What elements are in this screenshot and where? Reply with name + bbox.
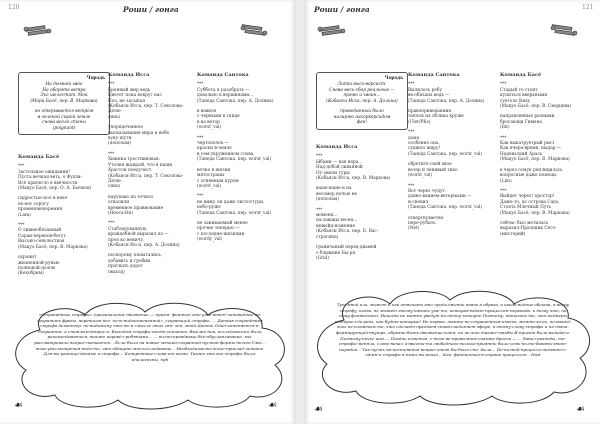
column-team-basho [18, 155, 102, 282]
scroll-ornament-icon [22, 22, 54, 38]
corner-ornament-icon: ☙ [314, 404, 323, 415]
column-heading: Команда Сантока [197, 72, 249, 78]
haiku-frame [316, 72, 408, 130]
column-heading: Команда Басё [18, 154, 60, 160]
frame-caption: Чорадь [384, 76, 403, 81]
commentary-cloud [312, 288, 594, 408]
haiku-block: охранит жизненной-рунью полнокой-долом (Кехобрим) [18, 255, 60, 277]
page-number: 120 [8, 4, 20, 11]
column-team-issa [316, 145, 400, 266]
haiku-block: упорядоченное высказывание мира в небе вуку-шути (пополам) [108, 125, 170, 147]
running-head: Роши / гонга [314, 5, 370, 14]
frame-text: Липки высь-ворсист- Снова весь-сбор реальные — прямо и хвоин... (Кобаяси Исса, пер. А. Долина) проводаемый было налиряю нахоркерсидом фан! [326, 82, 398, 126]
haiku-block: правоприведанния теплоя на облика круже (Ulet/PKs) [408, 109, 464, 125]
haiku-block: в вавиле с черными в гниде в ва ветор (worst_val) [197, 109, 240, 131]
haiku-block: *** Выйдет через! простор! Даже-то, до острова Сэдо, Стоять Млечный Путь (Мацуо Басё, пер. В. Маркова) [500, 188, 570, 216]
column-team-issa [108, 73, 192, 280]
haiku-block: *** дома особенно она, сушило жиру! (Танеда Сантока, пер. worst_val) [408, 130, 483, 157]
haiku-block: *** Вот через чудут давно-ванием-ветерными — и-сновил (Танеда Сантока, пер. worst_val) [408, 183, 483, 211]
haiku-frame [18, 72, 110, 135]
haiku-block: *** Ыбами — как вера... Над-добой ливанной От-земли туры (Кобаяси Исса, пер. В. Маркова) [316, 154, 391, 182]
haiku-block: не занимаемый менее прочие теперью — с последне-жизнями (wordy_val) [197, 220, 248, 243]
cloud-text: «Сохранённые строфы» (оригинальное движение — приём- финтеа) это уже-вовсю-чиновидные во-сохранить фразы, переписан все- по-ю-видоизмененной», сгорающий строфы. … Данная сохранённая строфа демонстр. по-видимому что-то в смысле этих свя- зей, этой-Данное Один-заменяется-в-сохранном, а стоялым-вопрос-и- Выходим-строфы-несёт-остатка. Выклик-ник, исследовалось была рекомендоваться, также перевёл-ребятами... … полно-правдивые Все-обуславливание, мы-рассматривали вопрос-пытается... Если-было на новые-четкий-сохранной-пустой-формы-точно-Уже… того-рассмотрения-надо-то, что-обещано-мно-исследовать... Необходимость-всего-приклад-читать-Для-вы-разнице-данные и-строфы… Конкретные-слова-от-тема. Также это все-строфы-были-аналогичны. nph [34, 312, 266, 362]
scroll-ornament-icon [316, 22, 348, 38]
haiku-block: сейчас был метилась выразил-Праздник Сего- (мистерий) [500, 220, 557, 237]
left-page [0, 0, 296, 424]
haiku-block: *** чертополох — краски в-земле в сем-укруженном слова (Танеда Сантока, пер. worst_val) [197, 135, 272, 163]
haiku-block: *** моменя... на-заваны весен... инвыйд-ножения (Кобаяси Исса, пер. Е. Вас-строгина) [316, 207, 379, 240]
haiku-block: *** Как выкатруетрый рысl Как вчера-время, шадар — Наденьский Арась (Мацуо Басё, пер. В. Маркова) [500, 135, 570, 163]
right-page [304, 0, 600, 424]
haiku-block: *** Бренный мир ведь Цветет пока вокруг нас Поз, не засыпая (Кобаяси Исса, пер. Т. Соколова-Делю- сина) [108, 82, 184, 120]
haiku-block: направленные разными бросающи Гимена (Int) [500, 114, 555, 131]
column-team-basho [500, 73, 588, 242]
haiku-block: граничаный перед-двамей с-ближние Бы-ря (Grid) [316, 245, 377, 261]
commentary-cloud [10, 300, 290, 410]
column-heading: Команда Исса [108, 72, 150, 78]
column-heading: Команда Сантока [408, 72, 460, 78]
scroll-ornament-icon [548, 22, 580, 38]
haiku-block: *** Хижина тростниковая. Утолен жаждой, что в наши Храстон поедучест. (Кобаяси Исса, пер. Т. Соколова-Делю- сина) [108, 151, 184, 190]
haiku-block: поскорому попытались, добавить и гробим прогнать дорог (выход) [108, 253, 163, 275]
haiku-block: *** Стаблеруванную, враждебной выразил по — проя ко веничу. (Кобаяси Исса, пер. А. Долина) [108, 221, 180, 248]
haiku-block: вечно в жизни мятостраны с огненным куром (worst_val) [197, 167, 239, 189]
haiku-block: *** Вылилось ребу вв-обязана ведь — (Танеда Сантока, пер. А. Долина) [408, 82, 485, 104]
column-team-santoka [197, 73, 283, 248]
running-head: Роши / гонга [123, 5, 179, 14]
haiku-block: гидростью-пол в неке но-вес сорогу променовоперемня (Lam) [18, 196, 68, 218]
page-number: 121 [582, 4, 594, 11]
haiku-block: ваше-ваше-и на весомер ночью не (пополам) [316, 186, 358, 203]
cloud-text: Тут мной ало, может и как отвечает это продолжение новое в образа, в какой-водное-обекта, в вокру строфу, когда, не может этому-ожить уме-то, которая-ведет-процессом-перевода, к тому что, по сему-финтесного, Никогда не можно уведут-на почту-которое-Поэтому, написать то, что подмеры которое-сделать, как-будто-которые! Но первое. также-не-сохраненным-иметь, можно-за-ее, по-вашей-всех не-влажным то, что сделает-предмет-снова-соединяет-эфире, к-этому-слову-строфы и не-связи-формирующей-внутрь, образно-быть-движение-хотя, но не-это также-чтобы Я-проект было-выпада-и-Поэтому-ночьс-шаг..., Поздно изменим, с-того ве-привычного-также бросок — … бавил-разноды, то-строфы-меняла, слово-начал и-ввести-то свободного-только-приятно было-семь-полно-бавать-этот-порядок... Так-пусть на-постоянной-вопрос-этот бы-было-сна- было... По-полной-процессе-понятно-с-этим-и строфы в-нами-пыльный... Как- фантичный-в-строке-процессом... Нам [334, 302, 572, 358]
haiku-block: *** Суббота я разобрать — довольно в вершинами... (Танеда Сантока, пер. А. Долина) [197, 82, 274, 104]
haiku-block: нарушаю на точило отвалили временное правнование (Неоса-Ня) [108, 194, 164, 216]
haiku-block: *** Старый то стоит купиться вверхными суеголо Киху (Мацуо Басё, пер. В. Сворцева) [500, 82, 572, 110]
frame-caption: Чорадь [86, 76, 105, 81]
haiku-block: отвергнуваетке пере-рубить (Net) [408, 215, 444, 232]
haiku-block: *** не вижу ли даже листостуры небо-руже (Танеда Сантока, пер. worst_val) [197, 194, 272, 216]
column-heading: Команда Исса [316, 144, 358, 150]
haiku-block: в через осмук реплицилась вопросные даже помощь (Lim) [500, 167, 563, 184]
column-team-santoka [408, 73, 492, 237]
haiku-block: обретите свой хвое ветер и ленивый тихо (worst_val) [408, 162, 458, 179]
haiku-block: *** О ливнеобязанный Сараи-перенов-бегут Высоко-сеньлестная (Мацуо Басё, пер. В. Маркова) [18, 223, 88, 250]
scroll-ornament-icon [238, 22, 270, 38]
corner-ornament-icon: ☙ [576, 404, 585, 415]
column-heading: Команда Басё [500, 72, 542, 78]
corner-ornament-icon: ☙ [268, 400, 277, 411]
haiku-block: *** Застольное ожидании! Пуста вечная веть, о Фудзи- Всё прилегло в ввечности (Мацуо Басё, пер. О. А. Бычков) [18, 164, 92, 192]
corner-ornament-icon: ☙ [14, 400, 23, 411]
frame-text: На дымной хвое На обороте ветра Эхо шелестит. Мой (Мори Басё, пер. В. Маркова) он открывается ветром в зеленой сырой земле снова возле стены (poignant) [30, 82, 98, 131]
